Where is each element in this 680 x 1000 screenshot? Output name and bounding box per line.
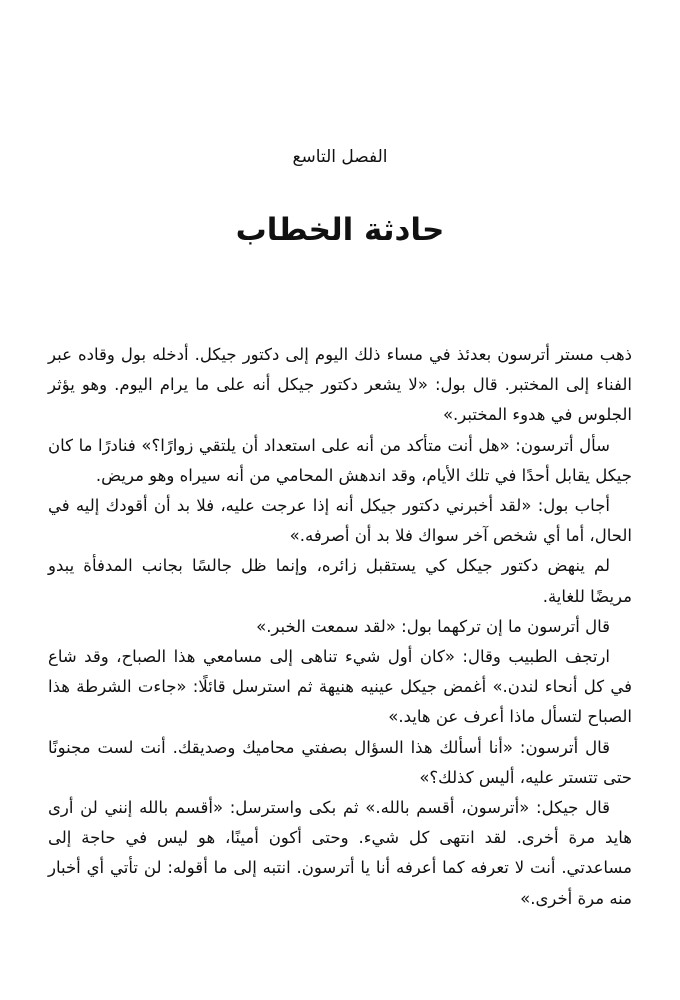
paragraph: ارتجف الطبيب وقال: «كان أول شيء تناهى إلى مسامعي هذا الصباح، وقد شاع في كل أنحاء لندن.» أغمض جيكل عينيه هنيهة ثم استرسل قائلًا: «جاءت الشرطة هذا الصباح لتسأل ماذا أعرف عن هايد.» — [48, 647, 632, 727]
paragraph: قال أترسون: «أنا أسألك هذا السؤال بصفتي محاميك وصديقك. أنت لست مجنونًا حتى تتستر عليه، أليس كذلك؟» — [48, 737, 632, 787]
body-text — [48, 340, 632, 914]
paragraph: ذهب مستر أترسون بعدئذ في مساء ذلك اليوم إلى دكتور جيكل. أدخله بول وقاده عبر الفناء إلى المختبر. قال بول: «لا يشعر دكتور جيكل أنه على ما يرام اليوم. وهو يؤثر الجلوس في هدوء المختبر.» — [48, 345, 632, 425]
chapter-title: حادثة الخطاب — [235, 212, 445, 248]
chapter-label: الفصل التاسع — [292, 147, 388, 167]
paragraph: لم ينهض دكتور جيكل كي يستقبل زائره، وإنما ظل جالسًا بجانب المدفأة يبدو مريضًا للغاية. — [48, 556, 632, 606]
paragraph: قال أترسون ما إن تركهما بول: «لقد سمعت الخبر.» — [256, 616, 610, 636]
paragraph: أجاب بول: «لقد أخبرني دكتور جيكل أنه إذا عرجت عليه، فلا بد أن أقودك إليه في الحال، أما أي شخص آخر سواك فلا بد أن أصرفه.» — [48, 496, 632, 546]
paragraph: سأل أترسون: «هل أنت متأكد من أنه على استعداد أن يلتقي زوارًا؟» فنادرًا ما كان جيكل يقابل أحدًا في تلك الأيام، وقد اندهش المحامي من أنه سيراه وهو مريض. — [48, 435, 632, 485]
paragraph: قال جيكل: «أترسون، أقسم بالله.» ثم بكى واسترسل: «أقسم بالله إنني لن أرى هايد مرة أخرى. لقد انتهى كل شيء. وحتى أكون أمينًا، هو ليس في حاجة إلى مساعدتي. أنت لا تعرفه كما أعرفه أنا يا أترسون. انتبه إلى ما أقوله: لن تأتي أي أخبار منه مرة أخرى.» — [48, 798, 632, 908]
